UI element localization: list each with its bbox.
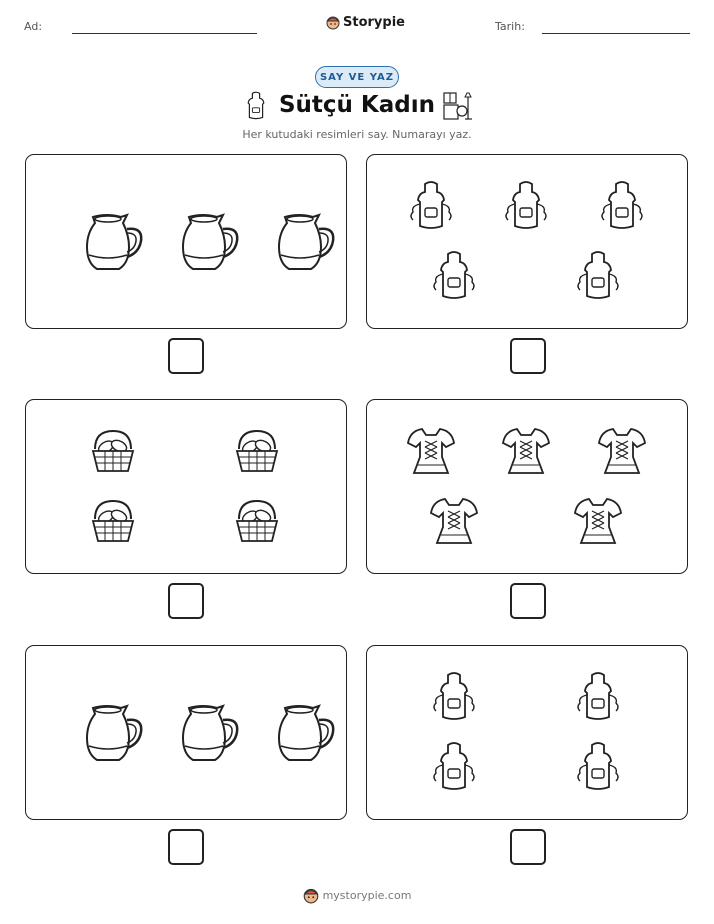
footer-url: mystorypie.com <box>322 888 412 902</box>
milk-jug-icon <box>277 211 337 277</box>
answer-box-1[interactable] <box>168 338 204 374</box>
bodice-dress-icon <box>573 495 623 551</box>
pie-mascot-icon <box>326 14 340 30</box>
milk-jug-icon <box>277 702 337 768</box>
bread-basket-icon <box>233 427 281 479</box>
bread-basket-icon <box>233 497 281 549</box>
apron-icon <box>430 671 478 727</box>
footer <box>0 886 714 904</box>
brand-name: Storypie <box>343 14 405 30</box>
milk-jug-icon <box>181 702 241 768</box>
milk-jug-icon <box>85 211 145 277</box>
apron-icon <box>574 741 622 797</box>
answer-box-6[interactable] <box>510 829 546 865</box>
apron-icon <box>430 250 478 306</box>
bodice-dress-icon <box>597 425 647 481</box>
apron-icon <box>574 671 622 727</box>
milk-jug-icon <box>181 211 241 277</box>
apron-icon <box>502 180 550 236</box>
answer-box-4[interactable] <box>510 583 546 619</box>
instructions: Her kutudaki resimleri say. Numarayı yaz. <box>242 128 472 141</box>
page-title: Sütçü Kadın <box>278 92 435 118</box>
apron-icon <box>598 180 646 236</box>
date-label: Tarih: <box>495 20 525 33</box>
date-line[interactable] <box>542 33 690 34</box>
section-badge: SAY VE YAZ <box>315 66 399 88</box>
bread-basket-icon <box>89 427 137 479</box>
bodice-dress-icon <box>429 495 479 551</box>
answer-box-3[interactable] <box>168 583 204 619</box>
answer-box-2[interactable] <box>510 338 546 374</box>
pie-mascot-icon <box>303 886 319 904</box>
milk-jug-icon <box>85 702 145 768</box>
bodice-dress-icon <box>406 425 456 481</box>
apron-icon <box>430 741 478 797</box>
bodice-dress-icon <box>501 425 551 481</box>
count-panel-6 <box>366 645 688 820</box>
apron-icon <box>574 250 622 306</box>
name-line[interactable] <box>72 33 257 34</box>
answer-box-5[interactable] <box>168 829 204 865</box>
name-label: Ad: <box>24 20 43 33</box>
apron-icon <box>407 180 455 236</box>
kitchen-icon <box>442 91 474 121</box>
brand-logo <box>326 14 405 30</box>
count-panel-3 <box>25 399 347 574</box>
bread-basket-icon <box>89 497 137 549</box>
